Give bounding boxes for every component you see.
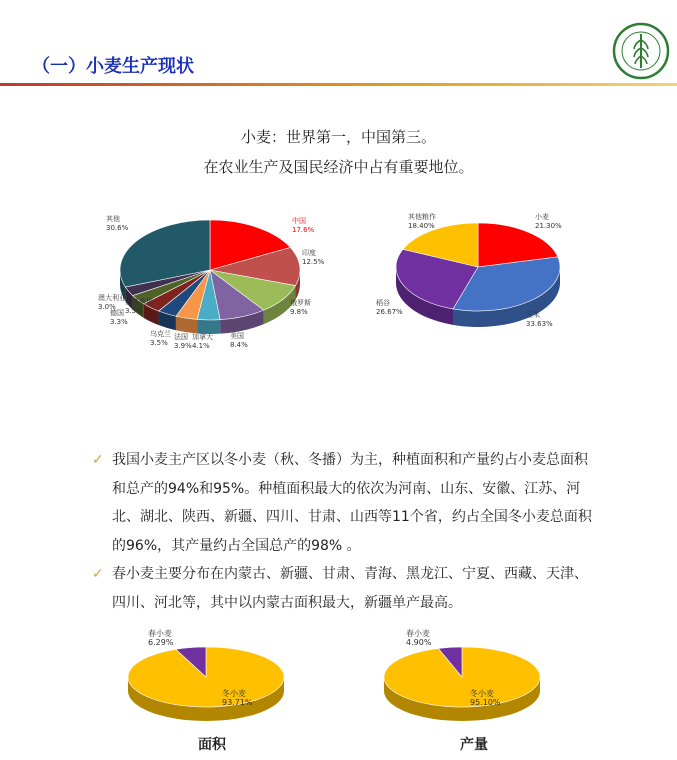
slice-label: 其他 <box>106 215 120 223</box>
slice-value-label: 18.40% <box>408 222 435 230</box>
yield-caption: 产量 <box>460 737 488 753</box>
slice-value-label: 4.90% <box>406 638 432 647</box>
slice-label: 玉米 <box>526 311 540 319</box>
slice-label: 春小麦 <box>148 629 172 638</box>
slice-value-label: 95.10% <box>470 698 501 707</box>
slice-value-label: 17.6% <box>292 226 315 234</box>
slice-value-label: 30.6% <box>106 224 129 232</box>
slice-value-label: 12.5% <box>302 258 325 266</box>
pie-slice-side <box>197 319 220 334</box>
slice-value-label: 3.0% <box>98 303 116 311</box>
bullet-text: 春小麦主要分布在内蒙古、新疆、甘肃、青海、黑龙江、宁夏、西藏、天津、四川、河北等，其中以内蒙古面积最大，新疆单产最高。 <box>112 566 588 611</box>
slice-value-label: 3.5% <box>150 339 168 347</box>
slice-label: 法国 <box>174 333 188 341</box>
bullet-item <box>92 446 592 560</box>
slice-label: 巴基斯坦 <box>125 298 153 306</box>
slice-label: 春小麦 <box>406 629 430 638</box>
wheat-area-pie-chart <box>118 622 318 732</box>
headline-line-1: 小麦：世界第一，中国第三。 <box>240 128 436 146</box>
slice-value-label: 3.9% <box>174 342 192 350</box>
slice-label: 澳大利亚 <box>98 294 126 302</box>
slice-value-label: 21.30% <box>535 222 562 230</box>
header-divider <box>0 83 677 86</box>
slice-label: 稻谷 <box>376 299 390 307</box>
bullet-text: 我国小麦主产区以冬小麦（秋、冬播）为主，种植面积和产量约占小麦总面积和总产的94%和95%。种植面积最大的依次为河南、山东、安徽、江苏、河北、湖北、陕西、新疆、四川、甘肃、山西等11个省，约占全国冬小麦总面积的96%，其产量约占全国总产的98% 。 <box>112 452 592 554</box>
check-icon: ✓ <box>92 452 104 468</box>
wheat-yield-pie-chart <box>374 622 574 732</box>
area-caption: 面积 <box>198 737 226 753</box>
slice-label: 印度 <box>302 249 316 257</box>
china-grain-pie-chart <box>360 205 600 355</box>
slice-value-label: 4.1% <box>192 342 210 350</box>
bullet-item <box>92 560 592 617</box>
slice-label: 冬小麦 <box>470 689 494 698</box>
slice-label: 乌克兰 <box>150 330 171 338</box>
bullet-list <box>92 446 592 617</box>
slice-label: 冬小麦 <box>222 689 246 698</box>
institute-seal-logo <box>612 22 670 80</box>
slice-value-label: 8.4% <box>230 341 248 349</box>
slice-label: 加拿大 <box>192 333 213 341</box>
slice-value-label: 3.5% <box>125 307 143 315</box>
slice-label: 俄罗斯 <box>290 299 311 307</box>
page-title: （一）小麦生产现状 <box>32 56 194 77</box>
slice-label: 德国 <box>110 309 124 317</box>
slice-label: 其他粮作 <box>408 213 436 221</box>
slice-label: 美国 <box>230 332 244 340</box>
slice-value-label: 26.67% <box>376 308 403 316</box>
slice-value-label: 3.3% <box>110 318 128 326</box>
slice-label: 小麦 <box>535 213 549 221</box>
headline-line-2: 在农业生产及国民经济中占有重要地位。 <box>203 158 474 176</box>
slice-value-label: 93.71% <box>222 698 253 707</box>
slice-value-label: 9.8% <box>290 308 308 316</box>
world-wheat-pie-chart <box>80 205 340 365</box>
slice-value-label: 6.29% <box>148 638 174 647</box>
slice-label: 中国 <box>292 217 306 225</box>
check-icon: ✓ <box>92 566 104 582</box>
slice-value-label: 33.63% <box>526 320 553 328</box>
